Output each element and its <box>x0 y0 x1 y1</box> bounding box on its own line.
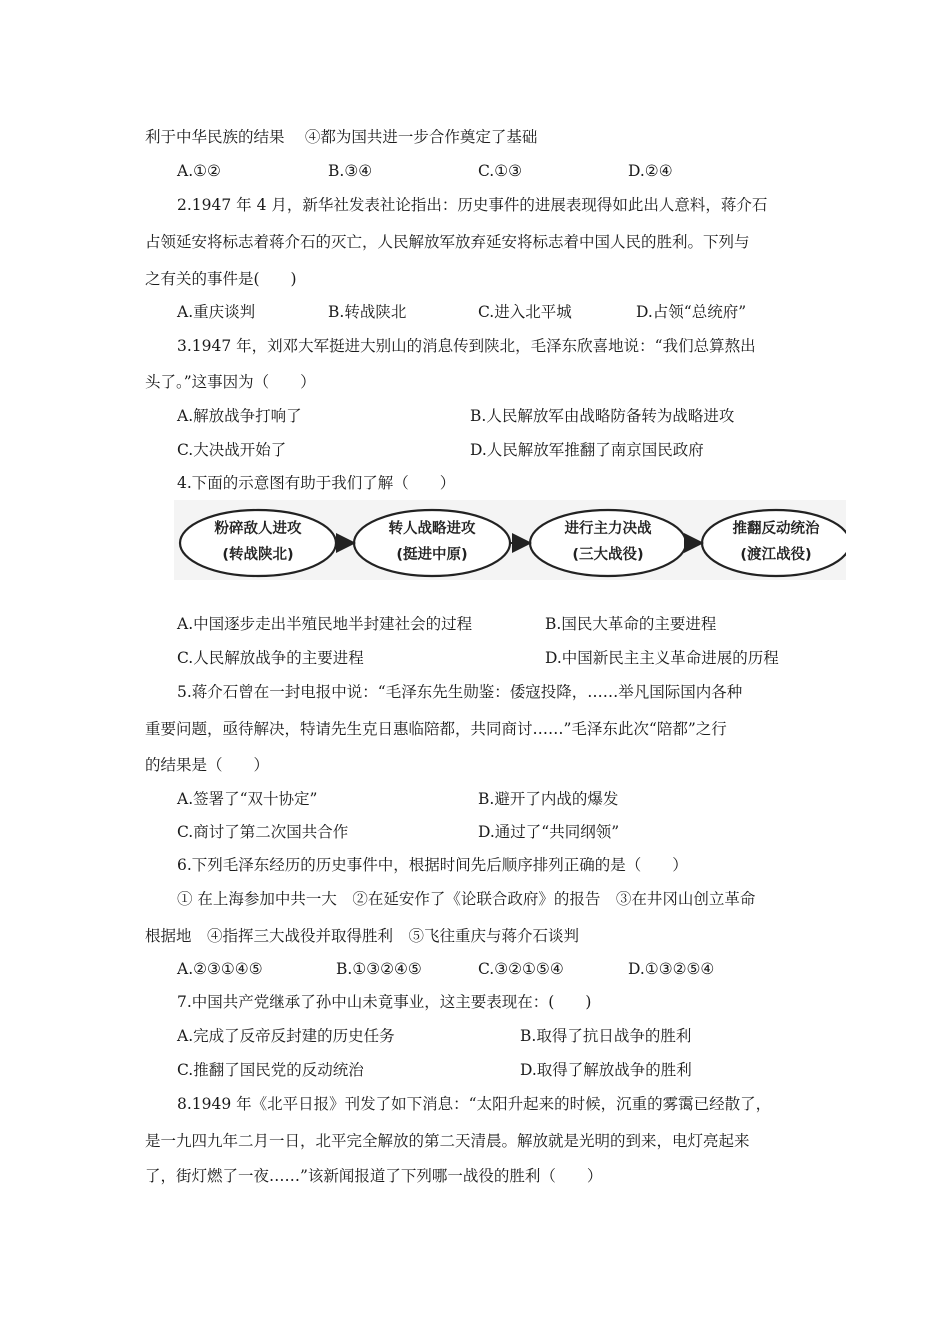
q6-stem-line1: 6.下列毛泽东经历的历史事件中，根据时间先后顺序排列正确的是（ ） <box>177 856 688 874</box>
flow-node-4-subtitle: (渡江战役) <box>740 547 812 563</box>
q1-option-a: A.①② <box>177 162 221 180</box>
q1-stem-continuation: 利于中华民族的结果 ④都为国共进一步合作奠定了基础 <box>145 128 538 146</box>
q3-option-c: C.大决战开始了 <box>177 441 287 459</box>
q4-option-b: B.国民大革命的主要进程 <box>545 615 717 633</box>
q5-stem-line3: 的结果是（ ） <box>145 756 270 774</box>
q8-stem-line1: 8.1949 年《北平日报》刊发了如下消息：“太阳升起来的时候，沉重的雾霭已经散了， <box>177 1095 772 1113</box>
q2-option-a: A.重庆谈判 <box>177 303 256 321</box>
q5-stem-line1: 5.蒋介石曾在一封电报中说：“毛泽东先生勋鉴：倭寇投降，……举凡国际国内各种 <box>177 683 743 701</box>
flow-node-1-title: 粉碎敌人进攻 <box>214 521 302 537</box>
q6-option-b: B.①③②④⑤ <box>336 960 422 978</box>
q6-option-c: C.③②①⑤④ <box>478 960 564 978</box>
q2-option-b: B.转战陕北 <box>328 303 407 321</box>
q8-stem-line2: 是一九四九年二月一日，北平完全解放的第二天清晨。解放就是光明的到来，电灯亮起来 <box>145 1132 750 1150</box>
q8-stem-line3: 了，街灯燃了一夜……”该新闻报道了下列哪一战役的胜利（ ） <box>145 1167 603 1185</box>
q7-option-d: D.取得了解放战争的胜利 <box>520 1061 692 1079</box>
q2-option-d: D.占领“总统府” <box>636 303 747 321</box>
q1-option-d: D.②④ <box>628 162 673 180</box>
q5-option-a: A.签署了“双十协定” <box>177 790 318 808</box>
q3-option-d: D.人民解放军推翻了南京国民政府 <box>470 441 704 459</box>
q1-option-b: B.③④ <box>328 162 373 180</box>
q6-stem-line2: ① 在上海参加中共一大 ②在延安作了《论联合政府》的报告 ③在井冈山创立革命 <box>177 890 756 908</box>
q4-option-c: C.人民解放战争的主要进程 <box>177 649 364 667</box>
process-flow-diagram <box>174 500 846 580</box>
q4-stem-line1: 4.下面的示意图有助于我们了解（ ） <box>177 474 456 492</box>
flow-node-4-title: 推翻反动统治 <box>732 521 820 537</box>
q7-option-b: B.取得了抗日战争的胜利 <box>520 1027 692 1045</box>
q6-option-a: A.②③①④⑤ <box>177 960 263 978</box>
q3-option-a: A.解放战争打响了 <box>177 407 302 425</box>
flow-node-1-subtitle: (转战陕北) <box>222 547 294 563</box>
flow-diagram-shapes <box>174 500 846 580</box>
q5-stem-line2: 重要问题，亟待解决，特请先生克日惠临陪都，共同商讨……”毛泽东此次“陪都”之行 <box>145 720 727 738</box>
q7-option-a: A.完成了反帝反封建的历史任务 <box>177 1027 395 1045</box>
flow-node-2-title: 转人战略进攻 <box>388 521 476 537</box>
q6-stem-line3: 根据地 ④指挥三大战役并取得胜利 ⑤飞往重庆与蒋介石谈判 <box>145 927 580 945</box>
q3-stem-line1: 3.1947 年，刘邓大军挺进大别山的消息传到陕北，毛泽东欣喜地说：“我们总算熬出 <box>177 337 756 355</box>
q2-stem-line2: 占领延安将标志着蒋介石的灭亡，人民解放军放弃延安将标志着中国人民的胜利。下列与 <box>145 233 750 251</box>
flow-node-2-subtitle: (挺进中原) <box>396 547 468 563</box>
q5-option-c: C.商讨了第二次国共合作 <box>177 823 349 841</box>
q2-stem-line1: 2.1947 年 4 月，新华社发表社论指出：历史事件的进展表现得如此出人意料，蒋介石 <box>177 196 768 214</box>
q7-option-c: C.推翻了国民党的反动统治 <box>177 1061 364 1079</box>
q3-stem-line2: 头了。”这事因为（ ） <box>145 373 316 391</box>
q4-option-d: D.中国新民主主义革命进展的历程 <box>545 649 779 667</box>
q1-option-c: C.①③ <box>478 162 523 180</box>
q7-stem-line1: 7.中国共产党继承了孙中山未竟事业，这主要表现在：( ) <box>177 993 592 1011</box>
flow-node-3-title: 进行主力决战 <box>564 521 652 537</box>
q5-option-b: B.避开了内战的爆发 <box>478 790 619 808</box>
q5-option-d: D.通过了“共同纲领” <box>478 823 620 841</box>
q4-option-a: A.中国逐步走出半殖民地半封建社会的过程 <box>177 615 473 633</box>
q2-option-c: C.进入北平城 <box>478 303 572 321</box>
q6-option-d: D.①③②⑤④ <box>628 960 715 978</box>
q3-option-b: B.人民解放军由战略防备转为战略进攻 <box>470 407 735 425</box>
q2-stem-line3: 之有关的事件是( ) <box>145 270 297 288</box>
flow-node-3-subtitle: (三大战役) <box>572 547 644 563</box>
